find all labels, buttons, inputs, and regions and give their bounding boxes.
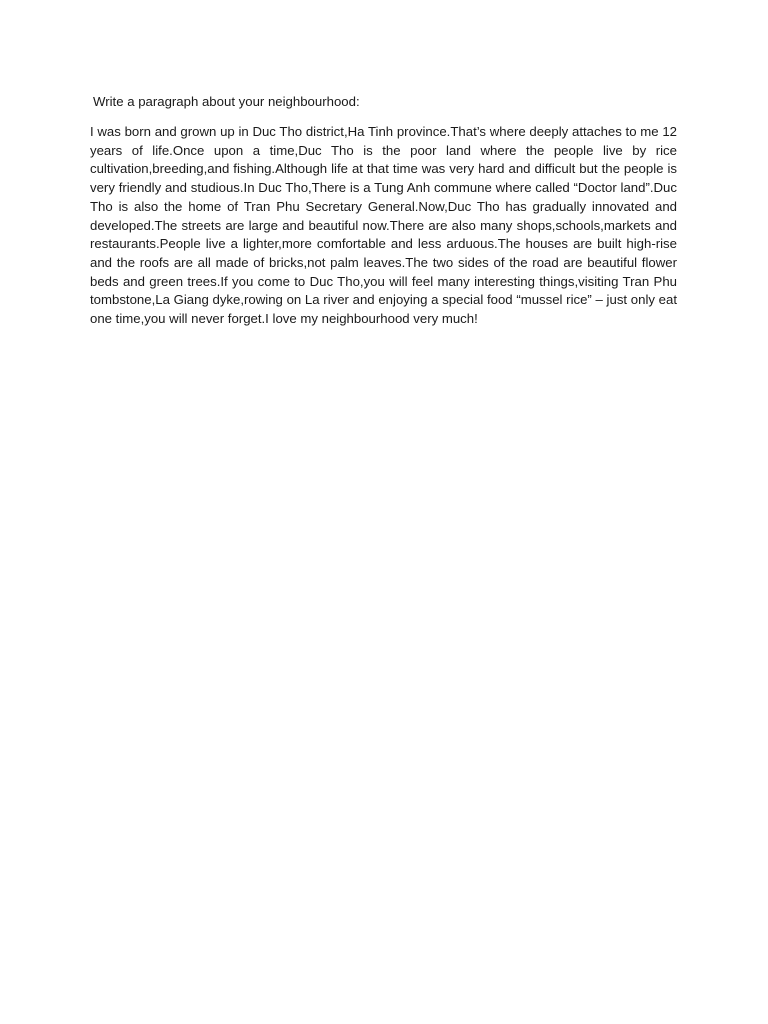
document-body	[90, 93, 677, 329]
document-paragraph: I was born and grown up in Duc Tho district,Ha Tinh province.That’s where deeply attaches to me 12 years of life.Once upon a time,Duc Tho is the poor land where the people live by rice cultivation,breeding,and fishing.Although life at that time was very hard and difficult but the people is very friendly and studious.In Duc Tho,There is a Tung Anh commune where called “Doctor land”.Duc Tho is also the home of Tran Phu Secretary General.Now,Duc Tho has gradually innovated and developed.The streets are large and beautiful now.There are also many shops,schools,markets and restaurants.People live a lighter,more comfortable and less arduous.The houses are built high-rise and the roofs are all made of bricks,not palm leaves.The two sides of the road are beautiful flower beds and green trees.If you come to Duc Tho,you will feel many interesting things,visiting Tran Phu tombstone,La Giang dyke,rowing on La river and enjoying a special food “mussel rice” – just only eat one time,you will never forget.I love my neighbourhood very much!	[90, 124, 677, 327]
document-heading: Write a paragraph about your neighbourhood:	[93, 94, 360, 109]
